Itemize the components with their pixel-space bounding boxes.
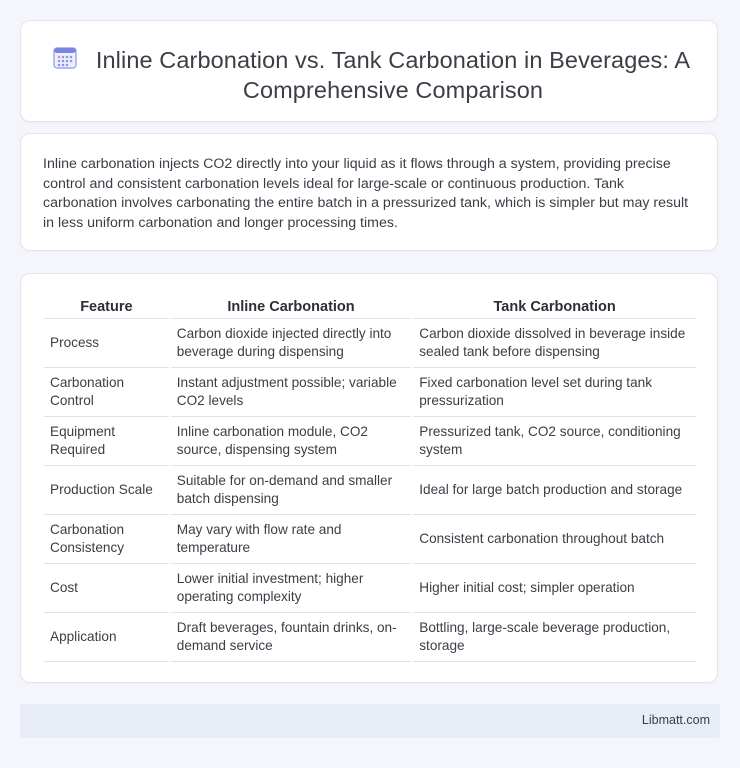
title-wrap bbox=[21, 45, 717, 105]
page-title-line-1: Inline Carbonation vs. Tank Carbonation in Beverages: A bbox=[95, 47, 691, 73]
title-card bbox=[20, 20, 718, 122]
inline-cell: Lower initial investment; higher operating complexity bbox=[171, 564, 411, 613]
inline-cell: Draft beverages, fountain drinks, on-demand service bbox=[171, 613, 411, 662]
feature-cell: Carbonation Consistency bbox=[44, 515, 169, 564]
header-tank-carbonation: Tank Carbonation bbox=[413, 295, 696, 319]
feature-cell: Production Scale bbox=[44, 466, 169, 515]
table-row bbox=[44, 417, 696, 466]
inline-cell: Suitable for on-demand and smaller batch dispensing bbox=[171, 466, 411, 515]
intro-paragraph: Inline carbonation injects CO2 directly into your liquid as it flows through a system, providing precise control and consistent carbonation levels ideal for large-scale or continuous production. Tank carbonation involves carbonating the entire batch in a pressurized tank, which is simpler but may result in less uniform carbonation and longer processing times. bbox=[43, 156, 689, 231]
inline-cell: May vary with flow rate and temperature bbox=[171, 515, 411, 564]
feature-cell: Equipment Required bbox=[44, 417, 169, 466]
intro-card bbox=[20, 133, 718, 251]
page-title-line-2: Comprehensive Comparison bbox=[242, 77, 544, 103]
feature-cell: Process bbox=[44, 319, 169, 368]
table-row bbox=[44, 466, 696, 515]
feature-cell: Cost bbox=[44, 564, 169, 613]
tank-cell: Pressurized tank, CO2 source, conditioning system bbox=[413, 417, 696, 466]
inline-cell: Inline carbonation module, CO2 source, dispensing system bbox=[171, 417, 411, 466]
table-row bbox=[44, 515, 696, 564]
footer-brand-link[interactable]: Libmatt.com bbox=[641, 713, 710, 727]
table-row bbox=[44, 368, 696, 417]
header-feature: Feature bbox=[44, 295, 169, 319]
tank-cell: Higher initial cost; simpler operation bbox=[413, 564, 696, 613]
tank-cell: Fixed carbonation level set during tank pressurization bbox=[413, 368, 696, 417]
tank-cell: Consistent carbonation throughout batch bbox=[413, 515, 696, 564]
comparison-table bbox=[42, 295, 698, 662]
comparison-card bbox=[20, 273, 718, 683]
table-row bbox=[44, 613, 696, 662]
page-title bbox=[21, 45, 717, 105]
table-header-row bbox=[44, 295, 696, 319]
table-row bbox=[44, 564, 696, 613]
tank-cell: Ideal for large batch production and storage bbox=[413, 466, 696, 515]
table-row bbox=[44, 319, 696, 368]
header-inline-carbonation: Inline Carbonation bbox=[171, 295, 411, 319]
inline-cell: Carbon dioxide injected directly into beverage during dispensing bbox=[171, 319, 411, 368]
footer bbox=[20, 704, 720, 738]
inline-cell: Instant adjustment possible; variable CO2 levels bbox=[171, 368, 411, 417]
tank-cell: Carbon dioxide dissolved in beverage inside sealed tank before dispensing bbox=[413, 319, 696, 368]
feature-cell: Carbonation Control bbox=[44, 368, 169, 417]
feature-cell: Application bbox=[44, 613, 169, 662]
tank-cell: Bottling, large-scale beverage production, storage bbox=[413, 613, 696, 662]
